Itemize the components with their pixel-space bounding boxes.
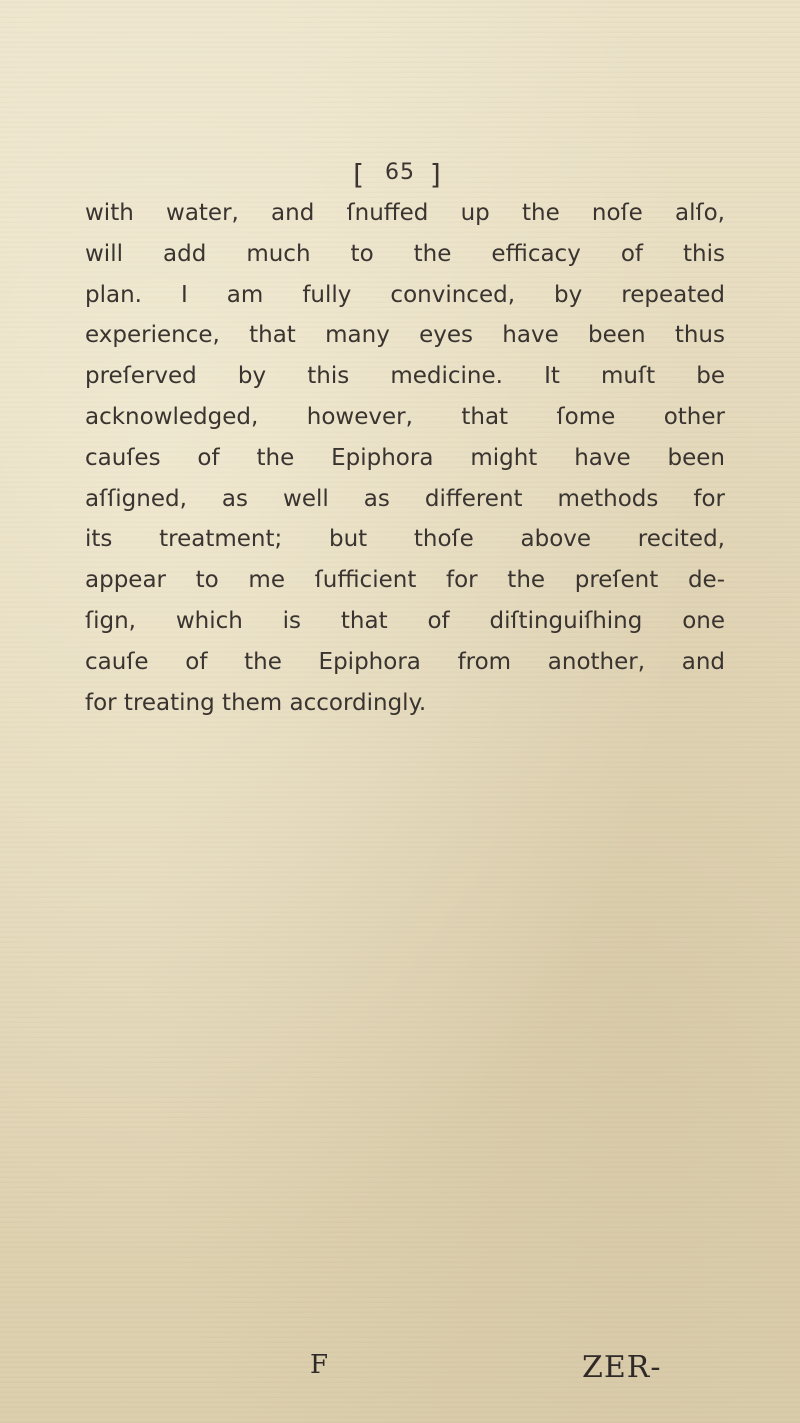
signature-mark: F [310,1350,329,1380]
text-line: its treatment; but thoſe above recited, [85,526,725,553]
text-line: aſſigned, as well as different methods for [85,485,725,512]
page-number-close-bracket: ] [429,158,447,191]
page-number [0,158,800,191]
body-paragraph [85,193,725,723]
text-line: plan. I am fully convinced, by repeated [85,281,725,308]
page-number-value: 65 [385,160,415,185]
text-line: acknowledged, however, that ſome other [85,403,725,430]
text-line: cauſe of the Epiphora from another, and [85,648,725,675]
page-number-open-bracket: [ [353,158,371,191]
text-line: with water, and ſnuffed up the noſe alſo, [85,200,725,226]
text-line: cauſes of the Epiphora might have been [85,444,725,471]
text-line: for treating them accordingly. [85,689,427,716]
text-line: appear to me ſufficient for the preſent de- [85,567,725,594]
text-line: ſign, which is that of diſtinguiſhing one [85,607,725,634]
text-line: will add much to the efficacy of this [85,240,725,267]
text-line: preſerved by this medicine. It muſt be [85,363,725,390]
text-line: experience, that many eyes have been thus [85,322,725,349]
catchword: ZER- [582,1350,662,1385]
